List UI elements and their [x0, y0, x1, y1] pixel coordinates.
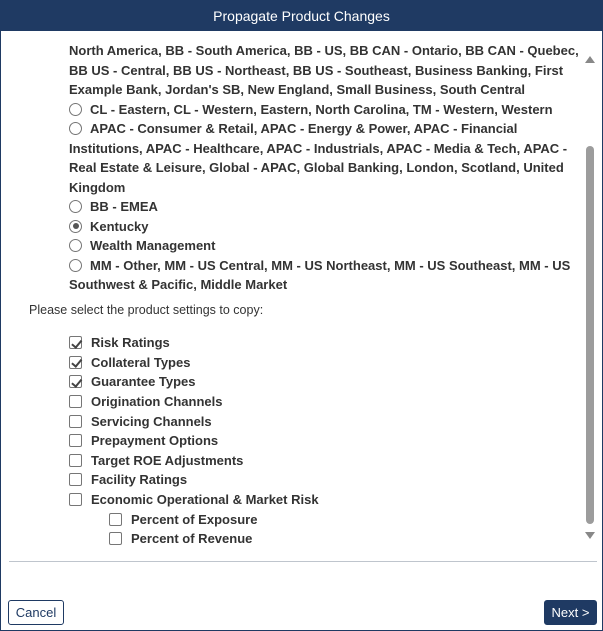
scroll-up-arrow-icon[interactable] — [585, 56, 595, 63]
region-option[interactable] — [69, 217, 579, 237]
cancel-button[interactable]: Cancel — [8, 600, 64, 625]
partial-region-text — [69, 41, 579, 100]
region-option-label: Kentucky — [90, 218, 149, 234]
settings-prompt: Please select the product settings to copy: — [29, 303, 264, 317]
setting-label: Facility Ratings — [91, 472, 188, 488]
checkbox[interactable] — [109, 532, 122, 545]
checkbox[interactable] — [109, 513, 122, 526]
region-option-label: APAC - Consumer & Retail, APAC - Energy & Power, APAC - Financial Institutions, APAC - Healthcare, APAC - Industrials, APAC - Media & Tech, APAC - Real Estate & Leisure, Global - APAC, Global Banking, London, Scotland, United Kingdom — [69, 121, 568, 195]
setting-label: Servicing Channels — [91, 413, 212, 429]
partial-region-label: North America, BB - South America, BB - US, BB CAN - Ontario, BB CAN - Quebec, BB US - Central, BB US - Northeast, BB US - Southeast, Business Banking, First Example Bank, Jordan's SB, New England, Small Business, South Central — [69, 43, 579, 97]
radio-button-selected[interactable] — [69, 220, 82, 233]
setting-origination-channels[interactable] — [69, 392, 319, 412]
checkbox[interactable] — [69, 415, 82, 428]
checkbox[interactable] — [69, 395, 82, 408]
checkbox[interactable] — [69, 375, 82, 388]
setting-risk-ratings[interactable] — [69, 333, 319, 353]
setting-servicing-channels[interactable] — [69, 411, 319, 431]
dialog-body[interactable] — [1, 31, 602, 562]
region-option-label: BB - EMEA — [90, 199, 158, 214]
setting-guarantee-types[interactable] — [69, 372, 319, 392]
checkbox[interactable] — [69, 434, 82, 447]
setting-label: Prepayment Options — [91, 433, 219, 449]
setting-label: Guarantee Types — [91, 374, 196, 390]
region-option[interactable] — [69, 256, 579, 295]
setting-label: Percent of Exposure — [131, 511, 258, 527]
dialog-title: Propagate Product Changes — [1, 1, 602, 31]
radio-button[interactable] — [69, 239, 82, 252]
setting-label: Percent of Revenue — [131, 531, 253, 547]
scroll-thumb[interactable] — [586, 146, 594, 524]
setting-target-roe-adjustments[interactable] — [69, 451, 319, 471]
region-option-label: MM - Other, MM - US Central, MM - US Northeast, MM - US Southeast, MM - US Southwest & Pacific, Middle Market — [69, 257, 571, 292]
region-radio-group — [69, 41, 579, 295]
setting-percent-of-revenue[interactable] — [109, 529, 319, 549]
checkbox[interactable] — [69, 336, 82, 349]
setting-label: Collateral Types — [91, 354, 191, 370]
checkbox[interactable] — [69, 454, 82, 467]
setting-percent-of-exposure[interactable] — [109, 509, 319, 529]
radio-button[interactable] — [69, 259, 82, 272]
region-option[interactable] — [69, 236, 579, 256]
region-option[interactable] — [69, 119, 579, 197]
setting-prepayment-options[interactable] — [69, 431, 319, 451]
next-button[interactable]: Next > — [544, 600, 597, 625]
region-option-label: CL - Eastern, CL - Western, Eastern, North Carolina, TM - Western, Western — [90, 101, 553, 117]
radio-button[interactable] — [69, 200, 82, 213]
checkbox[interactable] — [69, 493, 82, 506]
setting-collateral-types[interactable] — [69, 353, 319, 373]
region-option[interactable] — [69, 100, 579, 120]
checkbox[interactable] — [69, 356, 82, 369]
setting-label: Target ROE Adjustments — [91, 452, 244, 468]
setting-label: Risk Ratings — [91, 335, 170, 351]
setting-facility-ratings[interactable] — [69, 470, 319, 490]
vertical-scrollbar[interactable] — [583, 51, 597, 543]
checkbox[interactable] — [69, 473, 82, 486]
radio-button[interactable] — [69, 122, 82, 135]
footer-divider — [9, 561, 597, 562]
region-option[interactable] — [69, 197, 579, 217]
settings-checkbox-list — [69, 333, 319, 549]
region-option-label: Wealth Management — [90, 238, 216, 253]
setting-economic-operational-market-risk[interactable] — [69, 490, 319, 510]
setting-label: Economic Operational & Market Risk — [91, 492, 319, 508]
setting-label: Origination Channels — [91, 394, 223, 410]
scroll-down-arrow-icon[interactable] — [585, 532, 595, 539]
radio-button[interactable] — [69, 103, 82, 116]
